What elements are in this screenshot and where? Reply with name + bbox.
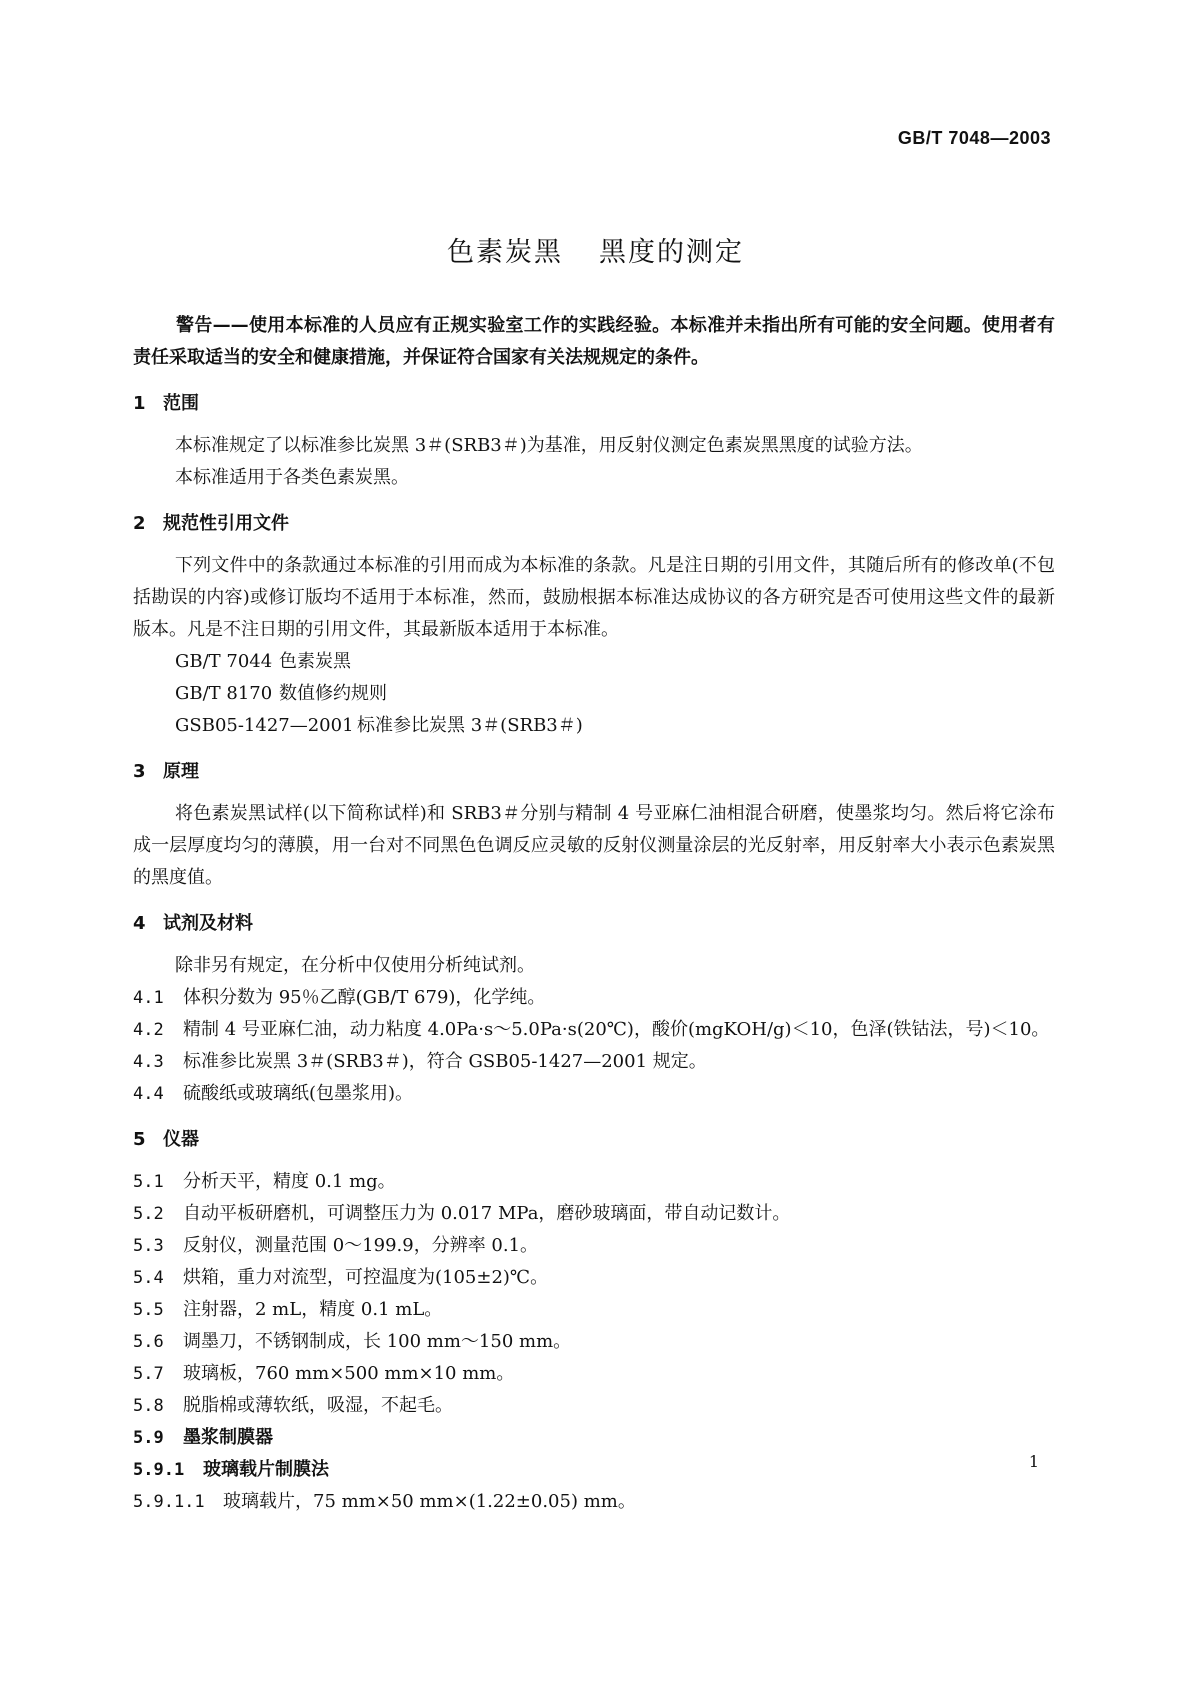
section-title: 仪器 (163, 1129, 199, 1150)
section-number: 2 (133, 513, 146, 534)
clause-text: 体积分数为 95％乙醇(GB/T 679)，化学纯。 (183, 987, 546, 1008)
clause-text: 墨浆制膜器 (183, 1427, 273, 1448)
section-title: 规范性引用文件 (163, 513, 289, 534)
clause-number: 4.4 (133, 1084, 164, 1104)
section-number: 3 (133, 761, 146, 782)
section-heading (133, 756, 1055, 788)
clause-number: 5.6 (133, 1332, 164, 1352)
section-heading (133, 1124, 1055, 1156)
subclause-text: 玻璃载片制膜法 (203, 1459, 329, 1480)
clause-number: 4.3 (133, 1052, 164, 1072)
reference-item (133, 646, 1055, 678)
clause-text: 分析天平，精度 0.1 mg。 (183, 1171, 396, 1192)
document-title (0, 230, 1191, 269)
clause-text: 标准参比炭黑 3＃(SRB3＃)，符合 GSB05-1427—2001 规定。 (183, 1051, 707, 1072)
clause-text: 烘箱，重力对流型，可控温度为(105±2)℃。 (183, 1267, 549, 1288)
clause-item (133, 1262, 1055, 1294)
reference-code: GB/T 8170 (175, 683, 273, 704)
clause-number: 4.1 (133, 988, 164, 1008)
clause-number: 5.3 (133, 1236, 164, 1256)
clause-item (133, 1198, 1055, 1230)
section-title: 试剂及材料 (163, 913, 253, 934)
title-part-2: 黑度的测定 (599, 237, 744, 268)
subclause-number: 5.9.1 (133, 1460, 185, 1480)
clause-item (133, 1046, 1055, 1078)
clause-number: 5.1 (133, 1172, 164, 1192)
clause-item (133, 1326, 1055, 1358)
reference-name: 标准参比炭黑 3＃(SRB3＃) (357, 715, 583, 736)
section-number: 1 (133, 393, 146, 414)
clause-text: 调墨刀，不锈钢制成，长 100 mm～150 mm。 (183, 1331, 572, 1352)
paragraph: 下列文件中的条款通过本标准的引用而成为本标准的条款。凡是注日期的引用文件，其随后所有的修改单(不包括勘误的内容)或修订版均不适用于本标准，然而，鼓励根据本标准达成协议的各方研究是否可使用这些文件的最新版本。凡是不注日期的引用文件，其最新版本适用于本标准。 (133, 555, 1055, 640)
clause-number: 5.5 (133, 1300, 164, 1320)
clause-number: 5.8 (133, 1396, 164, 1416)
subsubclause-number: 5.9.1.1 (133, 1492, 205, 1512)
clause-item (133, 1390, 1055, 1422)
clause-item (133, 1358, 1055, 1390)
clause-item (133, 1078, 1055, 1110)
title-part-1: 色素炭黑 (447, 237, 563, 268)
clause-number: 5.4 (133, 1268, 164, 1288)
section-number: 4 (133, 913, 146, 934)
clause-text: 硫酸纸或玻璃纸(包墨浆用)。 (183, 1083, 414, 1104)
subclause-heading (133, 1454, 1055, 1486)
clause-text: 玻璃板，760 mm×500 mm×10 mm。 (183, 1363, 515, 1384)
reference-code: GSB05-1427—2001 (175, 715, 354, 736)
section-heading (133, 908, 1055, 940)
clause-text: 反射仪，测量范围 0～199.9，分辨率 0.1。 (183, 1235, 539, 1256)
clause-text: 脱脂棉或薄软纸，吸湿，不起毛。 (183, 1395, 453, 1416)
clause-text: 注射器，2 mL，精度 0.1 mL。 (183, 1299, 443, 1320)
subsubclause-text: 玻璃载片，75 mm×50 mm×(1.22±0.05) mm。 (223, 1491, 636, 1512)
clause-number: 5.9 (133, 1428, 164, 1448)
paragraph: 将色素炭黑试样(以下简称试样)和 SRB3＃分别与精制 4 号亚麻仁油相混合研磨，使墨浆均匀。然后将它涂布成一层厚度均匀的薄膜，用一台对不同黑色色调反应灵敏的反射仪测量涂层的光反射率，用反射率大小表示色素炭黑的黑度值。 (133, 803, 1055, 888)
paragraph: 本标准规定了以标准参比炭黑 3＃(SRB3＃)为基准，用反射仪测定色素炭黑黑度的试验方法。 (175, 435, 923, 456)
clause-item (133, 982, 1055, 1014)
clause-number: 4.2 (133, 1020, 164, 1040)
clause-number: 5.2 (133, 1204, 164, 1224)
clause-item (133, 1230, 1055, 1262)
clause-text: 自动平板研磨机，可调整压力为 0.017 MPa，磨砂玻璃面，带自动记数计。 (183, 1203, 791, 1224)
reference-item (133, 710, 1055, 742)
section-heading (133, 508, 1055, 540)
paragraph: 本标准适用于各类色素炭黑。 (175, 467, 409, 488)
section-number: 5 (133, 1129, 146, 1150)
clause-item (133, 1166, 1055, 1198)
clause-item (133, 1014, 1055, 1046)
reference-name: 色素炭黑 (279, 651, 351, 672)
warning-paragraph: 警告——使用本标准的人员应有正规实验室工作的实践经验。本标准并未指出所有可能的安全问题。使用者有责任采取适当的安全和健康措施，并保证符合国家有关法规规定的条件。 (133, 315, 1055, 368)
clause-text: 精制 4 号亚麻仁油，动力粘度 4.0Pa·s～5.0Pa·s(20℃)，酸价(mgKOH/g)＜10，色泽(铁钴法，号)＜10。 (183, 1019, 1050, 1040)
section-heading (133, 388, 1055, 420)
reference-code: GB/T 7044 (175, 651, 273, 672)
subsubclause-item (133, 1486, 1055, 1518)
clause-number: 5.7 (133, 1364, 164, 1384)
paragraph: 除非另有规定，在分析中仅使用分析纯试剂。 (175, 955, 535, 976)
reference-item (133, 678, 1055, 710)
clause-item (133, 1294, 1055, 1326)
document-body (133, 310, 1055, 1518)
page-number: 1 (1028, 1452, 1039, 1471)
section-title: 范围 (163, 393, 199, 414)
clause-heading (133, 1422, 1055, 1454)
reference-name: 数值修约规则 (279, 683, 387, 704)
section-title: 原理 (163, 761, 199, 782)
standard-number: GB/T 7048—2003 (897, 128, 1051, 148)
